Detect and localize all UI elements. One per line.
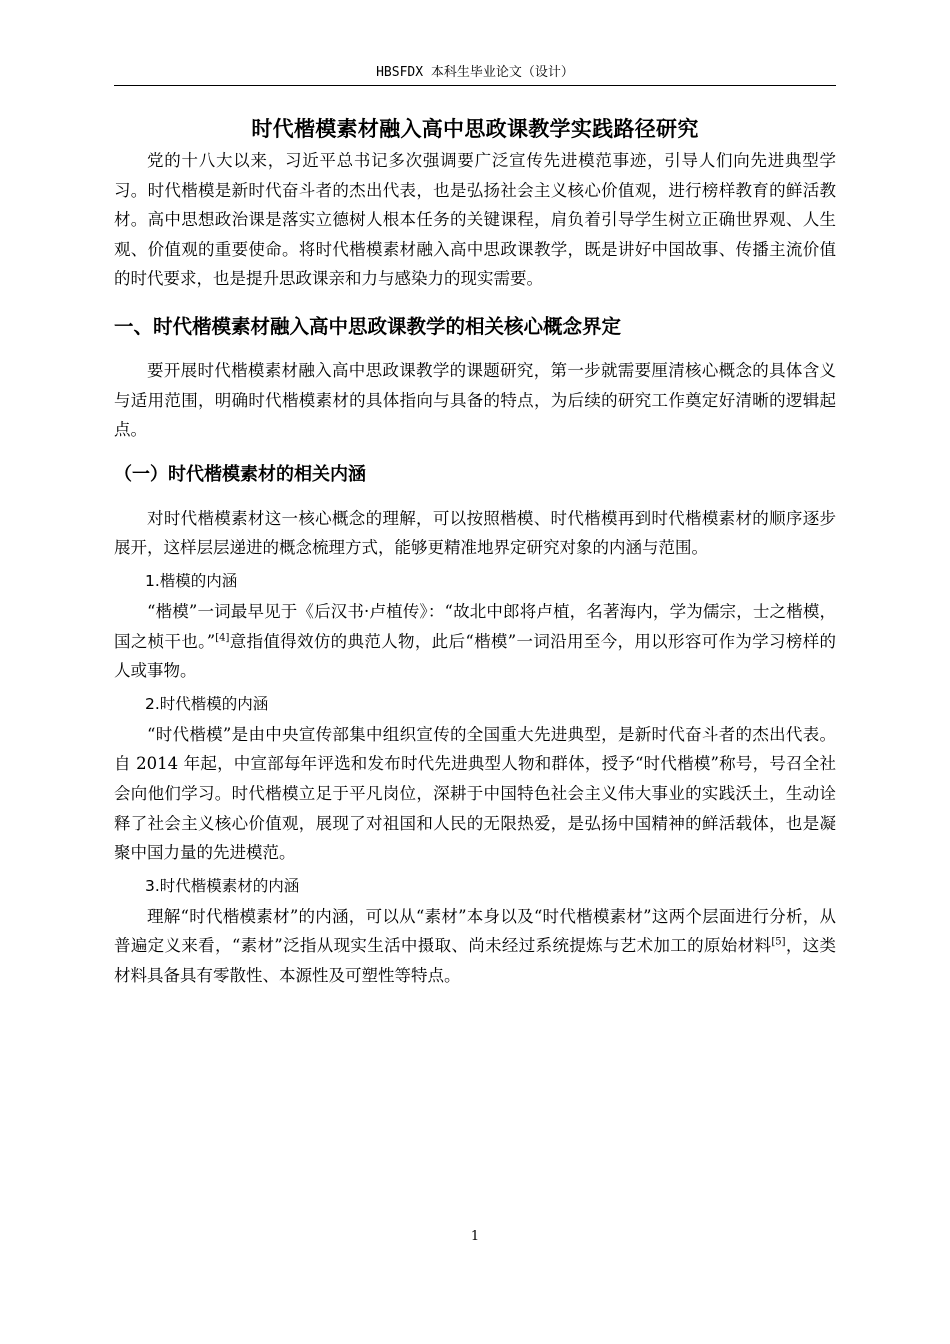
page-number: 1: [470, 1229, 480, 1244]
item-1-text-after: 意指值得效仿的典范人物，此后“楷模”一词沿用至今，用以形容可作为学习榜样的人或事物。: [114, 631, 837, 681]
section-heading-1: 一、时代楷模素材融入高中思政课教学的相关核心概念界定: [114, 314, 622, 338]
item-2-paragraph: “时代楷模”是由中央宣传部集中组织宣传的全国重大先进典型，是新时代奋斗者的杰出代表。自 2014 年起，中宣部每年评选和发布时代先进典型人物和群体，授予“时代楷模”称号，号召全社会向他们学习。时代楷模立足于平凡岗位，深耕于中国特色社会主义伟大事业的实践沃土，生动诠释了社会主义核心价值观，展现了对祖国和人民的无限热爱，是弘扬中国精神的鲜活载体，也是凝聚中国力量的先进模范。: [114, 724, 836, 863]
item-1-paragraph: [114, 597, 836, 686]
item-3-text-after: ，这类材料具备具有零散性、本源性及可塑性等特点。: [114, 936, 837, 985]
header-rule: [114, 85, 836, 86]
item-heading-1: 1.楷模的内涵: [145, 571, 238, 590]
document-body: [114, 112, 836, 990]
item-heading-2: 2.时代楷模的内涵: [145, 694, 269, 713]
item-1-text-before: “楷模”一词最早见于《后汉书·卢植传》：“故北中郎将卢植，名著海内，学为儒宗，士之楷模，国之桢干也。”: [114, 601, 836, 651]
citation-ref-5: [5]: [771, 936, 786, 948]
document-title: 时代楷模素材融入高中思政课教学实践路径研究: [251, 117, 699, 141]
item-heading-3: 3.时代楷模素材的内涵: [145, 876, 300, 895]
item-3-text-before: 理解“时代楷模素材”的内涵，可以从“素材”本身以及“时代楷模素材”这两个层面进行分析，从普遍定义来看，“素材”泛指从现实生活中摄取、尚未经过系统提炼与艺术加工的原始材料: [114, 906, 836, 956]
subsection-1-paragraph: 对时代楷模素材这一核心概念的理解，可以按照楷模、时代楷模再到时代楷模素材的顺序逐步展开，这样层层递进的概念梳理方式，能够更精准地界定研究对象的内涵与范围。: [114, 508, 836, 558]
citation-ref-4: [4]: [215, 632, 230, 644]
subsection-heading-1: （一）时代楷模素材的相关内涵: [114, 463, 366, 485]
item-3-paragraph: [114, 902, 836, 991]
intro-paragraph: 党的十八大以来，习近平总书记多次强调要广泛宣传先进模范事迹，引导人们向先进典型学习。时代楷模是新时代奋斗者的杰出代表，也是弘扬社会主义核心价值观，进行榜样教育的鲜活教材。高中思想政治课是落实立德树人根本任务的关键课程，肩负着引导学生树立正确世界观、人生观、价值观的重要使命。将时代楷模素材融入高中思政课教学，既是讲好中国故事、传播主流价值的时代要求，也是提升思政课亲和力与感染力的现实需要。: [114, 151, 836, 289]
page-header: HBSFDX 本科生毕业论文（设计）: [376, 65, 574, 80]
section-1-paragraph: 要开展时代楷模素材融入高中思政课教学的课题研究，第一步就需要厘清核心概念的具体含义与适用范围，明确时代楷模素材的具体指向与具备的特点，为后续的研究工作奠定好清晰的逻辑起点。: [114, 360, 836, 440]
